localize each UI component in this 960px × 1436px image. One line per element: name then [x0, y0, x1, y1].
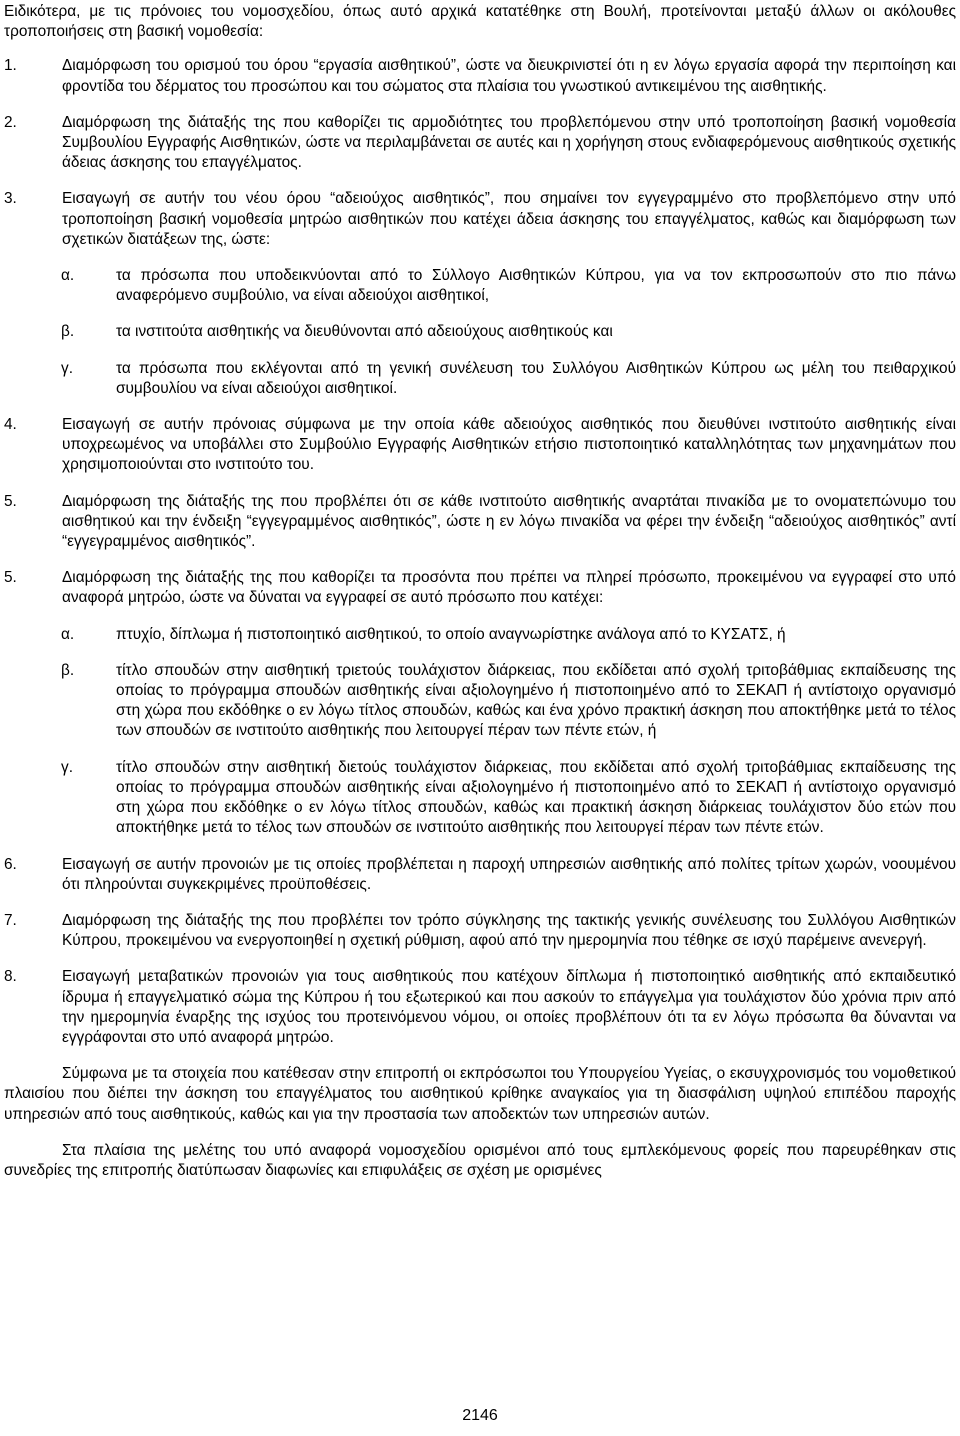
sub-list-item [4, 266, 956, 306]
subitem-text: πτυχίο, δίπλωμα ή πιστοποιητικό αισθητικού, το οποίο αναγνωρίστηκε ανάλογα από το ΚΥΣΑΤΣ, ή [116, 625, 786, 643]
subitem-text: τίτλο σπουδών στην αισθητική διετούς τουλάχιστον διάρκειας, που εκδίδεται από σχολή τριτοβάθμιας εκπαίδευσης της οποίας το πρόγραμμα σπουδών αισθητικής είναι αξιολογημένο ή πιστοποιημένο από το ΣΕΚΑΠ ή αντίστοιχο οργανισμό στη χώρα που εκδόθηκε ο εν λόγω τίτλος σπουδών, καθώς και πρακτική άσκηση διάρκειας τουλάχιστον δύο ετών που αποκτήθηκε μετά το τέλος των σπουδών σε ινστιτούτο αισθητικής που λειτουργεί πέραν των πέντε ετών. [116, 758, 956, 837]
item-text: Εισαγωγή σε αυτήν του νέου όρου “αδειούχος αισθητικός”, που σημαίνει τον εγγεγραμμένο στο προβλεπόμενο στην υπό τροποποίηση βασική νομοθεσία μητρώο αισθητικών που κατέχει άδεια άσκησης του επαγγέλματος, καθώς και διαμόρφωση των σχετικών διατάξεων της, ώστε: [62, 190, 956, 248]
document-page [4, 2, 956, 1181]
subitem-letter: α. [61, 267, 75, 285]
subitem-text: τα πρόσωπα που υποδεικνύονται από το Σύλλογο Αισθητικών Κύπρου, για να τον εκπροσωπούν στο πιο πάνω αναφερόμενο συμβούλιο, να είναι αδειούχοι αισθητικοί, [116, 267, 956, 305]
subitem-letter: β. [61, 323, 75, 341]
subitem-letter: γ. [61, 758, 73, 776]
item-number: 5. [4, 492, 17, 510]
subitem-letter: β. [61, 661, 75, 679]
intro-paragraph: Ειδικότερα, με τις πρόνοιες του νομοσχεδίου, όπως αυτό αρχικά κατατέθηκε στη Βουλή, προτείνονται μεταξύ άλλων οι ακόλουθες τροποποιήσεις στη βασική νομοθεσία: [4, 3, 956, 41]
body-paragraph: Σύμφωνα με τα στοιχεία που κατέθεσαν στην επιτροπή οι εκπρόσωποι του Υπουργείου Υγείας, ο εκσυγχρονισμός του νομοθετικού πλαισίου που διέπει την άσκηση του επαγγέλματος του αισθητικού κρίθηκε αναγκαίος για τη διασφάλιση υψηλού επιπέδου παροχής υπηρεσιών από τους αισθητικούς, καθώς και για την προστασία των αποδεκτών των υπηρεσιών αυτών. [4, 1065, 956, 1123]
list-item [4, 568, 956, 608]
item-number: 8. [4, 968, 17, 986]
item-number: 3. [4, 190, 17, 208]
sub-list-item [4, 625, 956, 645]
item-text: Εισαγωγή σε αυτήν προνοιών με τις οποίες προβλέπεται η παροχή υπηρεσιών αισθητικής από πολίτες τρίτων χωρών, νοουμένου ότι πληρούνται συγκεκριμένες προϋποθέσεις. [62, 855, 956, 893]
subitem-text: τα πρόσωπα που εκλέγονται από τη γενική συνέλευση του Συλλόγου Αισθητικών Κύπρου ως μέλη του πειθαρχικού συμβουλίου να είναι αδειούχοι αισθητικοί. [116, 359, 956, 397]
item-text: Διαμόρφωση της διάταξής της που προβλέπει ότι σε κάθε ινστιτούτο αισθητικής αναρτάται πινακίδα με το ονοματεπώνυμο του αισθητικού και την ένδειξη “εγγεγραμμένος αισθητικός”, ώστε η εν λόγω πινακίδα να φέρει την ένδειξη “αδειούχος αισθητικός” αντί “εγγεγραμμένος αισθητικός”. [62, 492, 956, 551]
list-item [4, 415, 956, 476]
sub-list-item [4, 661, 956, 742]
item-text: Διαμόρφωση του ορισμού του όρου “εργασία αισθητικού”, ώστε να διευκρινιστεί ότι η εν λόγω εργασία αφορά την περιποίηση και φροντίδα του δέρματος του προσώπου και του σώματος στα πλαίσια του γνωστικού αντικειμένου της αισθητικής. [62, 57, 956, 95]
item-number: 7. [4, 911, 17, 929]
sub-list-item [4, 322, 956, 342]
item-number: 2. [4, 113, 17, 131]
item-text: Διαμόρφωση της διάταξής της που προβλέπει τον τρόπο σύγκλησης της τακτικής γενικής συνέλευσης του Συλλόγου Αισθητικών Κύπρου, προκειμένου να ενεργοποιηθεί η σχετική ρύθμιση, αφού από την ημερομηνία που τέθηκε σε ισχύ παρέμεινε ανενεργή. [62, 911, 956, 950]
list-item [4, 492, 956, 553]
list-item [4, 113, 956, 174]
item-number: 5. [4, 569, 17, 587]
subitem-letter: γ. [61, 359, 73, 377]
list-item [4, 967, 956, 1048]
subitem-text: τίτλο σπουδών στην αισθητική τριετούς τουλάχιστον διάρκειας, που εκδίδεται από σχολή τριτοβάθμιας εκπαίδευσης της οποίας το πρόγραμμα σπουδών αισθητικής είναι αξιολογημένο ή πιστοποιημένο από το ΣΕΚΑΠ ή αντίστοιχο οργανισμό στη χώρα που εκδόθηκε ο εν λόγω τίτλος σπουδών, καθώς και ένα χρόνο πρακτική άσκηση που αποκτήθηκε μετά το τέλος των σπουδών σε ινστιτούτο αισθητικής που λειτουργεί πέραν των πέντε ετών, ή [116, 661, 956, 740]
item-number: 1. [4, 57, 17, 75]
list-item [4, 911, 956, 951]
sub-list-item [4, 758, 956, 839]
list-item [4, 56, 956, 96]
list-item [4, 189, 956, 250]
item-number: 6. [4, 855, 17, 873]
page-number: 2146 [462, 1407, 498, 1424]
subitem-text: τα ινστιτούτα αισθητικής να διευθύνονται από αδειούχους αισθητικούς και [116, 323, 613, 341]
item-text: Διαμόρφωση της διάταξής της που καθορίζει τις αρμοδιότητες του προβλεπόμενου στην υπό τροποποίηση βασική νομοθεσία Συμβουλίου Εγγραφής Αισθητικών, ώστε να περιλαμβάνεται σε αυτές και η χορήγηση στους ενδιαφερόμενους αισθητικούς σχετικής άδειας άσκησης του επαγγέλματος. [62, 113, 956, 172]
list-item [4, 855, 956, 895]
item-text: Διαμόρφωση της διάταξής της που καθορίζει τα προσόντα που πρέπει να πληρεί πρόσωπο, προκειμένου να εγγραφεί στο υπό αναφορά μητρώο, ώστε να δύναται να εγγραφεί σε αυτό πρόσωπο που κατέχει: [62, 569, 956, 607]
item-text: Εισαγωγή μεταβατικών προνοιών για τους αισθητικούς που κατέχουν δίπλωμα ή πιστοποιητικό αισθητικής από εκπαιδευτικό ίδρυμα ή επαγγελματικό σώμα της Κύπρου ή του εξωτερικού και που ασκούν το επάγγελμα για τουλάχιστον δύο χρόνια πριν από την ημερομηνία έναρξης της ισχύος του προτεινόμενου νόμου, οι οποίες προβλέπουν ότι τα εν λόγω πρόσωπα θα δύνανται να εγγράφονται στο υπό αναφορά μητρώο. [62, 968, 956, 1046]
body-paragraph: Στα πλαίσια της μελέτης του υπό αναφορά νομοσχεδίου ορισμένοι από τους εμπλεκόμενους φορείς που παρευρέθηκαν στις συνεδρίες της επιτροπής διατύπωσαν διαφωνίες και επιφυλάξεις σε σχέση με ορισμένες [4, 1141, 956, 1179]
item-number: 4. [4, 416, 17, 434]
item-text: Εισαγωγή σε αυτήν πρόνοιας σύμφωνα με την οποία κάθε αδειούχος αισθητικός που διευθύνει ινστιτούτο αισθητικής είναι υποχρεωμένος να υποβάλλει στο Συμβούλιο Εγγραφής Αισθητικών ετήσιο πιστοποιητικό καταλληλότητας των μηχανημάτων που χρησιμοποιούνται στο ινστιτούτο του. [62, 416, 956, 474]
sub-list-item [4, 359, 956, 399]
subitem-letter: α. [61, 625, 75, 643]
